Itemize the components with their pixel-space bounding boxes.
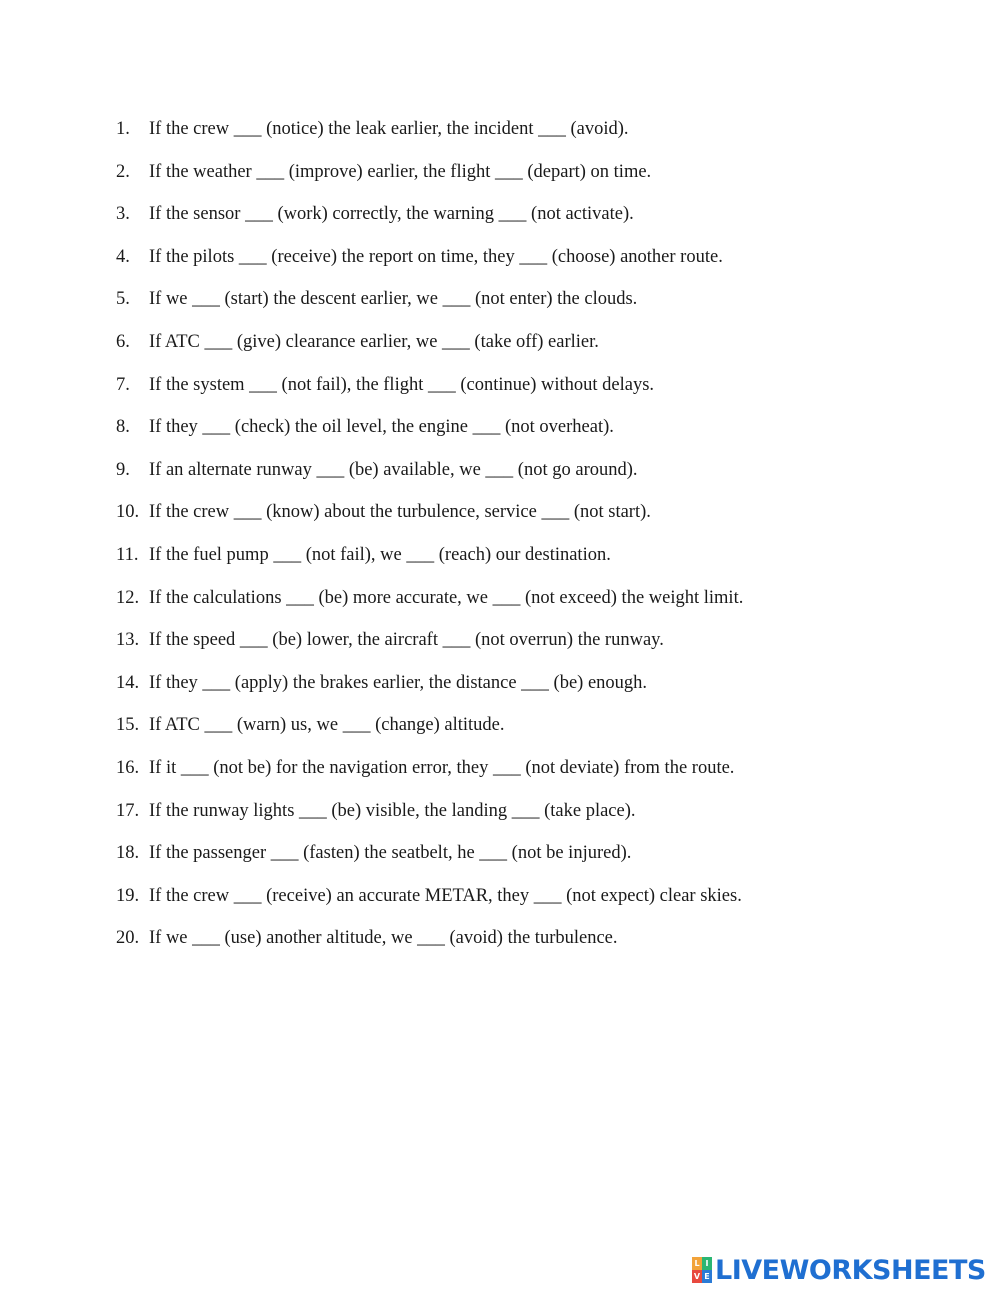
exercise-item	[116, 541, 876, 584]
item-sentence: If the speed ___ (be) lower, the aircraft ___ (not overrun) the runway.	[149, 630, 664, 651]
item-number: 9.	[116, 459, 130, 480]
item-number: 3.	[116, 204, 130, 225]
item-sentence: If the pilots ___ (receive) the report on time, they ___ (choose) another route.	[149, 246, 723, 267]
exercise-item	[116, 924, 876, 967]
item-number: 6.	[116, 331, 130, 352]
item-number: 7.	[116, 374, 130, 395]
exercise-item	[116, 115, 876, 158]
item-sentence: If an alternate runway ___ (be) available, we ___ (not go around).	[149, 459, 638, 480]
item-sentence: If ATC ___ (give) clearance earlier, we ___ (take off) earlier.	[149, 331, 599, 352]
item-number: 12.	[116, 587, 140, 608]
item-number: 10.	[116, 502, 140, 523]
exercise-item	[116, 456, 876, 499]
item-sentence: If the crew ___ (receive) an accurate METAR, they ___ (not expect) clear skies.	[149, 885, 742, 906]
item-sentence: If the fuel pump ___ (not fail), we ___ (reach) our destination.	[149, 544, 611, 565]
exercise-item	[116, 200, 876, 243]
item-number: 15.	[116, 715, 140, 736]
item-number: 20.	[116, 928, 140, 949]
exercise-item	[116, 285, 876, 328]
liveworksheets-logo	[692, 1255, 986, 1285]
logo-badge-icon	[692, 1257, 712, 1283]
exercise-item	[116, 839, 876, 882]
item-number: 19.	[116, 885, 140, 906]
logo-badge-letter: E	[702, 1270, 712, 1283]
exercise-item	[116, 498, 876, 541]
item-number: 17.	[116, 800, 140, 821]
item-sentence: If they ___ (apply) the brakes earlier, the distance ___ (be) enough.	[149, 672, 648, 693]
exercise-item	[116, 243, 876, 286]
item-sentence: If we ___ (start) the descent earlier, we ___ (not enter) the clouds.	[149, 289, 638, 310]
item-sentence: If they ___ (check) the oil level, the engine ___ (not overheat).	[149, 417, 614, 438]
exercise-item	[116, 754, 876, 797]
item-number: 13.	[116, 630, 140, 651]
logo-text: LIVEWORKSHEETS	[715, 1254, 986, 1286]
logo-badge-letter: L	[692, 1257, 702, 1270]
item-sentence: If ATC ___ (warn) us, we ___ (change) altitude.	[149, 715, 505, 736]
item-sentence: If the weather ___ (improve) earlier, the flight ___ (depart) on time.	[149, 161, 652, 182]
item-sentence: If the crew ___ (notice) the leak earlier, the incident ___ (avoid).	[149, 119, 629, 139]
exercise-item	[116, 882, 876, 925]
exercise-item	[116, 371, 876, 414]
item-sentence: If the runway lights ___ (be) visible, the landing ___ (take place).	[149, 800, 636, 821]
item-sentence: If the crew ___ (know) about the turbulence, service ___ (not start).	[149, 502, 651, 523]
exercise-item	[116, 413, 876, 456]
item-sentence: If the sensor ___ (work) correctly, the warning ___ (not activate).	[149, 204, 634, 225]
item-number: 14.	[116, 672, 140, 693]
item-number: 4.	[116, 246, 130, 267]
item-sentence: If the passenger ___ (fasten) the seatbelt, he ___ (not be injured).	[149, 843, 632, 864]
item-number: 16.	[116, 757, 140, 778]
item-sentence: If it ___ (not be) for the navigation error, they ___ (not deviate) from the route.	[149, 757, 735, 778]
exercise-list	[116, 115, 876, 967]
item-number: 1.	[116, 119, 130, 139]
exercise-item	[116, 584, 876, 627]
exercise-item	[116, 669, 876, 712]
item-sentence: If the system ___ (not fail), the flight ___ (continue) without delays.	[149, 374, 655, 395]
exercise-item	[116, 797, 876, 840]
item-number: 2.	[116, 161, 130, 182]
item-number: 8.	[116, 417, 130, 438]
item-sentence: If we ___ (use) another altitude, we ___ (avoid) the turbulence.	[149, 928, 618, 949]
item-sentence: If the calculations ___ (be) more accurate, we ___ (not exceed) the weight limit.	[149, 587, 744, 608]
item-number: 11.	[116, 544, 139, 565]
exercise-item	[116, 158, 876, 201]
exercise-item	[116, 626, 876, 669]
exercise-item	[116, 711, 876, 754]
item-number: 18.	[116, 843, 140, 864]
item-number: 5.	[116, 289, 130, 310]
logo-badge-letter: I	[702, 1257, 712, 1270]
logo-badge-letter: V	[693, 1272, 701, 1281]
exercise-item	[116, 328, 876, 371]
